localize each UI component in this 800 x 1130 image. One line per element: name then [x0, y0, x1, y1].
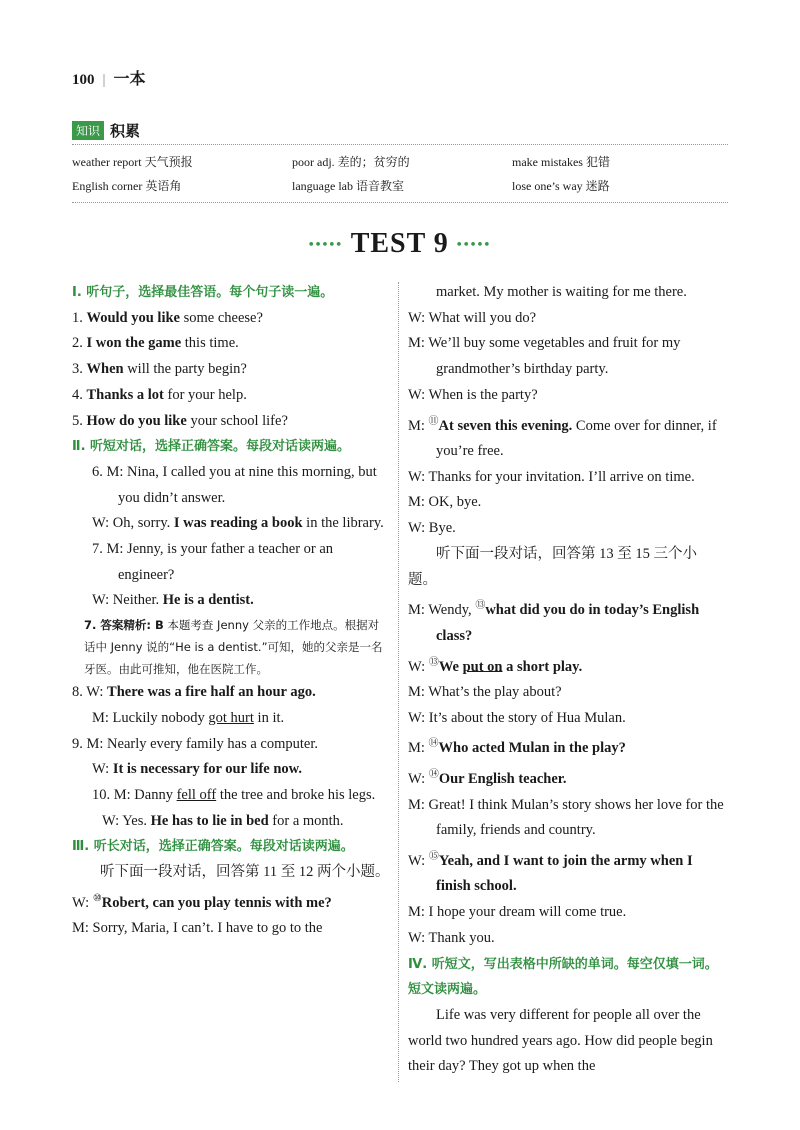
item-7-w	[72, 588, 390, 614]
question-marker: ⑪	[428, 415, 439, 427]
page-number: 100	[72, 72, 95, 88]
item-10-m	[72, 783, 390, 809]
column-divider	[398, 282, 399, 1082]
question-marker: ⑭	[428, 768, 439, 780]
section-4-heading: Ⅳ. 听短文，写出表格中所缺的单词。每空仅填一词。短文读两遍。	[408, 956, 718, 998]
header-separator: |	[102, 72, 106, 88]
dialogue-line: M: OK, bye.	[408, 494, 482, 511]
knowledge-top-rule	[72, 144, 728, 145]
underlined-phrase: fell off	[176, 786, 217, 803]
dialogue-line: M: We’ll buy some vegetables and fruit for my grandmother’s birthday party.	[408, 335, 681, 378]
dialogue-line: W: Bye.	[408, 520, 456, 537]
question-marker: ⑩	[92, 892, 102, 904]
knowledge-cell: weather report 天气预报	[72, 155, 193, 169]
item-6-w	[72, 511, 390, 537]
speaker-text: M:	[408, 417, 429, 434]
intro-11-12: 听下面一段对话，回答第 11 至 12 两个小题。	[100, 864, 390, 881]
key-phrase: We	[438, 658, 463, 675]
dialogue-line	[72, 886, 390, 917]
item-number: 3.	[72, 361, 87, 378]
knowledge-row	[72, 150, 732, 174]
key-phrase: He has to lie in bed	[150, 812, 269, 829]
knowledge-cell: lose one’s way 迷路	[512, 179, 610, 193]
knowledge-grid	[72, 150, 732, 198]
key-phrase: what did you do in today’s English class?	[436, 602, 700, 644]
item-text: will the party begin?	[123, 361, 247, 378]
item-text: Come over for dinner, if you’re free.	[436, 417, 717, 460]
key-phrase: Thanks a lot	[86, 386, 164, 403]
dialogue-line	[408, 650, 724, 681]
knowledge-cell: make mistakes 犯错	[512, 155, 610, 169]
intro-13-15: 听下面一段对话，回答第 13 至 15 三个小题。	[408, 545, 697, 588]
dialogue-line: W: Thank you.	[408, 929, 495, 946]
key-phrase: I won the game	[86, 335, 182, 352]
dialogue-line: W: What will you do?	[408, 309, 537, 326]
passage-paragraph: Life was very different for people all over the world two hundred years ago. How did people begin their day? They got up when the	[408, 1006, 713, 1075]
item-8-m	[72, 706, 390, 732]
note-text: 本题考查 Jenny 父亲的工作地点。根据对话中 Jenny 说的“He is a dentist.”可知，她的父亲是一名牙医。由此可推知，他在医院工作。	[84, 618, 383, 677]
test-title-text: TEST 9	[350, 228, 449, 259]
right-column	[408, 280, 724, 1080]
dialogue-line	[408, 731, 724, 762]
note-label: 7. 答案精析: B	[84, 618, 164, 633]
question-marker: ⑭	[428, 738, 439, 750]
item-4	[72, 383, 390, 409]
dialogue-line: M: I hope your dream will come true.	[408, 904, 627, 921]
item-2	[72, 331, 390, 357]
knowledge-tag: 知识	[72, 121, 104, 140]
knowledge-cell: language lab 语音教室	[292, 179, 404, 193]
speaker-text: M: Wendy,	[408, 602, 476, 619]
key-phrase: It is necessary for our life now.	[112, 761, 302, 778]
item-text: in it.	[253, 709, 285, 726]
key-phrase: Our English teacher.	[438, 770, 567, 787]
key-phrase: When	[86, 361, 124, 378]
item-text: your school life?	[186, 412, 288, 429]
dialogue-line: W: It’s about the story of Hua Mulan.	[408, 709, 626, 726]
dialogue-line	[408, 409, 724, 465]
speaker-text: W:	[92, 761, 113, 778]
item-text: this time.	[181, 335, 239, 352]
speaker-text: M: Luckily nobody	[92, 709, 209, 726]
knowledge-heading	[72, 120, 722, 141]
underlined-phrase: got hurt	[208, 709, 254, 726]
item-9-m: 9. M: Nearly every family has a computer.	[72, 735, 319, 752]
dialogue-line: M: Sorry, Maria, I can’t. I have to go to the	[72, 920, 323, 937]
item-3	[72, 357, 390, 383]
item-text: for a month.	[268, 812, 344, 829]
key-phrase: a short play.	[502, 658, 583, 675]
key-phrase: Robert, can you play tennis with me?	[101, 894, 332, 911]
item-7-m: 7. M: Jenny, is your father a teacher or an engineer?	[92, 541, 334, 583]
key-phrase: I was reading a book	[173, 515, 303, 532]
key-phrase: How do you like	[86, 412, 187, 429]
knowledge-title: 积累	[110, 122, 141, 140]
item-1	[72, 306, 390, 332]
knowledge-cell: poor adj. 差的；贫穷的	[292, 155, 410, 169]
item-number: 5.	[72, 412, 87, 429]
item-number: 4.	[72, 386, 87, 403]
key-phrase: He is a dentist.	[162, 592, 254, 609]
section-3-heading: Ⅲ. 听长对话，选择正确答案。每段对话读两遍。	[72, 839, 354, 855]
item-8-w	[72, 680, 390, 706]
knowledge-row	[72, 174, 732, 198]
speaker-text: 10. M: Danny	[92, 786, 177, 803]
speaker-text: 8. W:	[72, 684, 108, 701]
underlined-phrase: put on	[462, 658, 503, 675]
speaker-text: W: Oh, sorry.	[92, 515, 174, 532]
item-10-w	[72, 809, 390, 835]
answer-note-7	[72, 614, 390, 680]
test-title	[0, 228, 800, 260]
item-9-w	[72, 757, 390, 783]
speaker-text: W: Yes.	[102, 812, 151, 829]
dialogue-line: M: What’s the play about?	[408, 684, 562, 701]
question-marker: ⑬	[428, 656, 439, 668]
key-phrase: Would you like	[86, 309, 180, 326]
section-2-heading: Ⅱ. 听短对话，选择正确答案。每段对话读两遍。	[72, 439, 351, 455]
question-marker: ⑬	[475, 600, 486, 612]
speaker-text: W:	[408, 852, 429, 869]
dialogue-line	[408, 844, 724, 900]
speaker-text: W:	[72, 894, 93, 911]
item-text: for your help.	[163, 386, 247, 403]
item-6-m: 6. M: Nina, I called you at nine this morning, but you didn’t answer.	[92, 463, 377, 506]
dialogue-line: W: When is the party?	[408, 386, 538, 403]
item-number: 1.	[72, 309, 87, 326]
speaker-text: W:	[408, 658, 429, 675]
question-marker: ⑮	[428, 850, 439, 862]
speaker-text: W: Neither.	[92, 592, 163, 609]
dialogue-line: M: Great! I think Mulan’s story shows her love for the family, friends and country.	[408, 796, 724, 839]
dialogue-line	[408, 762, 724, 793]
key-phrase: At seven this evening.	[438, 417, 573, 434]
section-1-heading: Ⅰ. 听句子，选择最佳答语。每个句子读一遍。	[72, 285, 334, 300]
dialogue-line: market. My mother is waiting for me there.	[436, 284, 687, 300]
title-dots-right: •••••	[456, 237, 492, 253]
item-text: some cheese?	[179, 309, 263, 326]
page-header	[72, 66, 146, 89]
dialogue-line	[408, 593, 724, 649]
item-text: in the library.	[302, 515, 384, 532]
key-phrase: Who acted Mulan in the play?	[438, 740, 626, 757]
dialogue-line: W: Thanks for your invitation. I’ll arrive on time.	[408, 468, 695, 485]
item-5	[72, 409, 390, 435]
knowledge-cell: English corner 英语角	[72, 179, 182, 193]
brand-name: 一本	[113, 69, 146, 88]
knowledge-bottom-rule	[72, 202, 728, 203]
left-column	[72, 280, 390, 942]
title-dots-left: •••••	[308, 237, 344, 253]
item-number: 2.	[72, 335, 87, 352]
speaker-text: W:	[408, 770, 429, 787]
key-phrase: There was a fire half an hour ago.	[107, 684, 316, 701]
speaker-text: M:	[408, 740, 429, 757]
item-text: the tree and broke his legs.	[216, 786, 376, 803]
key-phrase: Yeah, and I want to join the army when I finish school.	[436, 852, 693, 895]
